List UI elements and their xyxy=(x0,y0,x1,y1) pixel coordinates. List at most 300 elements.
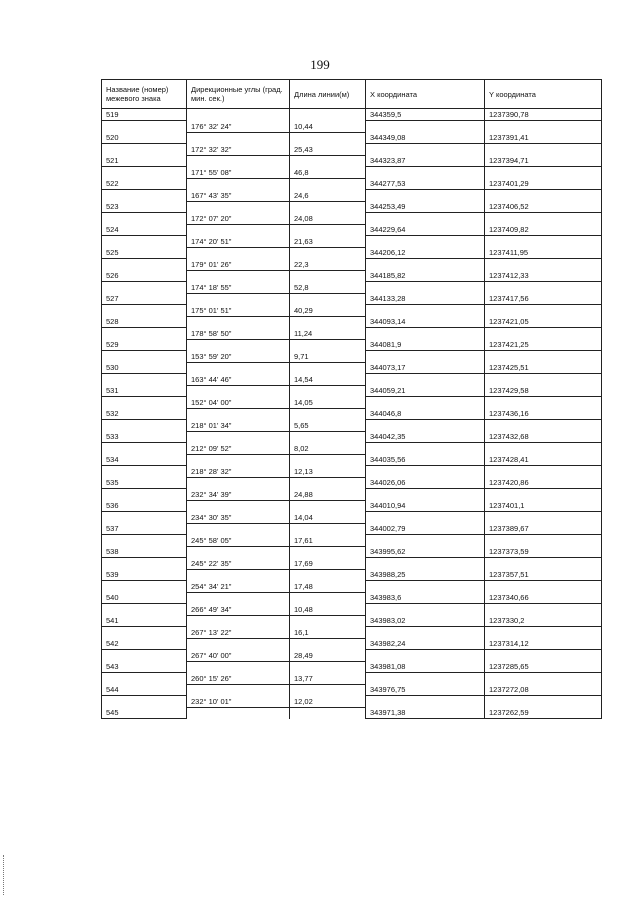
empty-cell xyxy=(485,374,602,386)
empty-cell xyxy=(485,190,602,202)
point-name: 527 xyxy=(102,293,187,305)
line-length: 52,8 xyxy=(290,282,366,294)
empty-cell xyxy=(290,132,366,144)
line-length: 17,48 xyxy=(290,581,366,593)
direction-angle: 245° 58' 05" xyxy=(187,535,290,547)
empty-cell xyxy=(366,650,485,662)
empty-cell xyxy=(290,316,366,328)
segment-row xyxy=(102,512,602,524)
empty-cell xyxy=(102,604,187,616)
segment-row xyxy=(102,351,602,363)
empty-cell xyxy=(485,305,602,317)
empty-cell xyxy=(290,615,366,627)
point-name: 537 xyxy=(102,523,187,535)
empty-cell xyxy=(290,247,366,259)
y-coordinate: 1237409,82 xyxy=(485,224,602,236)
point-name: 544 xyxy=(102,684,187,696)
empty-cell xyxy=(290,707,366,719)
y-coordinate: 1237432,68 xyxy=(485,431,602,443)
segment-row xyxy=(102,236,602,248)
line-length: 17,69 xyxy=(290,558,366,570)
empty-cell xyxy=(102,581,187,593)
x-coordinate: 343976,75 xyxy=(366,684,485,696)
empty-cell xyxy=(102,167,187,179)
y-coordinate: 1237412,33 xyxy=(485,270,602,282)
direction-angle: 172° 32' 32" xyxy=(187,144,290,156)
empty-cell xyxy=(290,546,366,558)
segment-row xyxy=(102,466,602,478)
empty-cell xyxy=(187,132,290,144)
direction-angle: 171° 55' 08" xyxy=(187,167,290,179)
x-coordinate: 343995,62 xyxy=(366,546,485,558)
direction-angle: 212° 09' 52" xyxy=(187,443,290,455)
empty-cell xyxy=(102,397,187,409)
point-row xyxy=(102,661,602,673)
point-name: 534 xyxy=(102,454,187,466)
point-name: 538 xyxy=(102,546,187,558)
empty-cell xyxy=(366,397,485,409)
line-length: 46,8 xyxy=(290,167,366,179)
segment-row xyxy=(102,696,602,708)
direction-angle: 167° 43' 35" xyxy=(187,190,290,202)
empty-cell xyxy=(366,489,485,501)
y-coordinate: 1237421,25 xyxy=(485,339,602,351)
segment-row xyxy=(102,604,602,616)
coordinates-table xyxy=(101,79,602,719)
segment-row xyxy=(102,535,602,547)
empty-cell xyxy=(366,581,485,593)
empty-cell xyxy=(290,500,366,512)
empty-cell xyxy=(102,466,187,478)
empty-cell xyxy=(102,282,187,294)
y-coordinate: 1237272,08 xyxy=(485,684,602,696)
segment-row xyxy=(102,581,602,593)
direction-angle: 267° 13' 22" xyxy=(187,627,290,639)
point-row xyxy=(102,316,602,328)
y-coordinate: 1237421,05 xyxy=(485,316,602,328)
empty-cell xyxy=(366,627,485,639)
empty-cell xyxy=(485,673,602,685)
x-coordinate: 344081,9 xyxy=(366,339,485,351)
x-coordinate: 344253,49 xyxy=(366,201,485,213)
empty-cell xyxy=(290,431,366,443)
empty-cell xyxy=(366,144,485,156)
point-row xyxy=(102,454,602,466)
segment-row xyxy=(102,627,602,639)
empty-cell xyxy=(366,673,485,685)
header-y: Y координата xyxy=(485,80,602,109)
point-row xyxy=(102,339,602,351)
empty-cell xyxy=(102,443,187,455)
x-coordinate: 344026,06 xyxy=(366,477,485,489)
direction-angle: 266° 49' 34" xyxy=(187,604,290,616)
empty-cell xyxy=(366,604,485,616)
direction-angle: 254° 34' 21" xyxy=(187,581,290,593)
table-header-row xyxy=(102,80,602,109)
point-name: 519 xyxy=(102,109,187,121)
y-coordinate: 1237420,86 xyxy=(485,477,602,489)
empty-cell xyxy=(290,109,366,121)
direction-angle: 176° 32' 24" xyxy=(187,121,290,133)
margin-marks xyxy=(3,855,6,895)
y-coordinate: 1237394,71 xyxy=(485,155,602,167)
line-length: 12,13 xyxy=(290,466,366,478)
empty-cell xyxy=(290,293,366,305)
empty-cell xyxy=(290,523,366,535)
point-name: 528 xyxy=(102,316,187,328)
y-coordinate: 1237425,51 xyxy=(485,362,602,374)
direction-angle: 178° 58' 50" xyxy=(187,328,290,340)
empty-cell xyxy=(102,627,187,639)
point-name: 524 xyxy=(102,224,187,236)
point-name: 522 xyxy=(102,178,187,190)
empty-cell xyxy=(366,213,485,225)
x-coordinate: 343983,6 xyxy=(366,592,485,604)
empty-cell xyxy=(366,351,485,363)
x-coordinate: 343988,25 xyxy=(366,569,485,581)
line-length: 5,65 xyxy=(290,420,366,432)
segment-row xyxy=(102,213,602,225)
point-name: 532 xyxy=(102,408,187,420)
x-coordinate: 344185,82 xyxy=(366,270,485,282)
x-coordinate: 344059,21 xyxy=(366,385,485,397)
point-name: 543 xyxy=(102,661,187,673)
header-length: Длина линии(м) xyxy=(290,80,366,109)
empty-cell xyxy=(290,201,366,213)
empty-cell xyxy=(290,362,366,374)
direction-angle: 245° 22' 35" xyxy=(187,558,290,570)
empty-cell xyxy=(366,696,485,708)
point-row xyxy=(102,362,602,374)
x-coordinate: 344359,5 xyxy=(366,109,485,121)
segment-row xyxy=(102,650,602,662)
direction-angle: 267° 40' 00" xyxy=(187,650,290,662)
point-row xyxy=(102,569,602,581)
empty-cell xyxy=(366,190,485,202)
empty-cell xyxy=(485,696,602,708)
empty-cell xyxy=(366,328,485,340)
point-name: 520 xyxy=(102,132,187,144)
empty-cell xyxy=(187,224,290,236)
empty-cell xyxy=(187,546,290,558)
empty-cell xyxy=(485,236,602,248)
y-coordinate: 1237401,1 xyxy=(485,500,602,512)
empty-cell xyxy=(102,190,187,202)
segment-row xyxy=(102,673,602,685)
empty-cell xyxy=(290,339,366,351)
direction-angle: 163° 44' 46" xyxy=(187,374,290,386)
empty-cell xyxy=(290,408,366,420)
empty-cell xyxy=(187,109,290,121)
point-row xyxy=(102,477,602,489)
direction-angle: 153° 59' 20" xyxy=(187,351,290,363)
direction-angle: 232° 10' 01" xyxy=(187,696,290,708)
empty-cell xyxy=(187,201,290,213)
point-row xyxy=(102,109,602,121)
point-name: 540 xyxy=(102,592,187,604)
direction-angle: 174° 18' 55" xyxy=(187,282,290,294)
x-coordinate: 344010,94 xyxy=(366,500,485,512)
empty-cell xyxy=(485,420,602,432)
line-length: 12,02 xyxy=(290,696,366,708)
empty-cell xyxy=(366,121,485,133)
direction-angle: 234° 30' 35" xyxy=(187,512,290,524)
point-name: 521 xyxy=(102,155,187,167)
empty-cell xyxy=(366,282,485,294)
point-row xyxy=(102,201,602,213)
empty-cell xyxy=(187,431,290,443)
point-row xyxy=(102,546,602,558)
y-coordinate: 1237436,16 xyxy=(485,408,602,420)
empty-cell xyxy=(187,477,290,489)
empty-cell xyxy=(485,489,602,501)
y-coordinate: 1237406,52 xyxy=(485,201,602,213)
empty-cell xyxy=(290,638,366,650)
point-name: 523 xyxy=(102,201,187,213)
y-coordinate: 1237285,65 xyxy=(485,661,602,673)
empty-cell xyxy=(366,236,485,248)
point-name: 529 xyxy=(102,339,187,351)
empty-cell xyxy=(102,558,187,570)
segment-row xyxy=(102,443,602,455)
empty-cell xyxy=(102,535,187,547)
y-coordinate: 1237330,2 xyxy=(485,615,602,627)
empty-cell xyxy=(290,569,366,581)
x-coordinate: 344002,79 xyxy=(366,523,485,535)
point-name: 536 xyxy=(102,500,187,512)
empty-cell xyxy=(366,420,485,432)
empty-cell xyxy=(102,259,187,271)
x-coordinate: 343982,24 xyxy=(366,638,485,650)
segment-row xyxy=(102,121,602,133)
empty-cell xyxy=(485,351,602,363)
y-coordinate: 1237417,56 xyxy=(485,293,602,305)
empty-cell xyxy=(485,535,602,547)
direction-angle: 174° 20' 51" xyxy=(187,236,290,248)
point-row xyxy=(102,638,602,650)
empty-cell xyxy=(187,385,290,397)
segment-row xyxy=(102,305,602,317)
point-row xyxy=(102,178,602,190)
empty-cell xyxy=(290,178,366,190)
x-coordinate: 343981,08 xyxy=(366,661,485,673)
y-coordinate: 1237401,29 xyxy=(485,178,602,190)
y-coordinate: 1237428,41 xyxy=(485,454,602,466)
empty-cell xyxy=(485,604,602,616)
empty-cell xyxy=(290,477,366,489)
empty-cell xyxy=(102,650,187,662)
line-length: 28,49 xyxy=(290,650,366,662)
empty-cell xyxy=(102,489,187,501)
header-name: Название (номер) межевого знака xyxy=(102,80,187,109)
table-body xyxy=(102,109,602,719)
segment-row xyxy=(102,282,602,294)
y-coordinate: 1237314,12 xyxy=(485,638,602,650)
empty-cell xyxy=(485,213,602,225)
segment-row xyxy=(102,420,602,432)
point-row xyxy=(102,293,602,305)
empty-cell xyxy=(485,397,602,409)
point-row xyxy=(102,132,602,144)
line-length: 25,43 xyxy=(290,144,366,156)
direction-angle: 218° 01' 34" xyxy=(187,420,290,432)
direction-angle: 260° 15' 26" xyxy=(187,673,290,685)
empty-cell xyxy=(187,523,290,535)
line-length: 11,24 xyxy=(290,328,366,340)
empty-cell xyxy=(102,374,187,386)
line-length: 24,6 xyxy=(290,190,366,202)
empty-cell xyxy=(366,535,485,547)
header-angles: Дирекционные углы (град. мин. сек.) xyxy=(187,80,290,109)
y-coordinate: 1237389,67 xyxy=(485,523,602,535)
point-row xyxy=(102,270,602,282)
y-coordinate: 1237373,59 xyxy=(485,546,602,558)
empty-cell xyxy=(187,569,290,581)
empty-cell xyxy=(187,339,290,351)
empty-cell xyxy=(187,362,290,374)
empty-cell xyxy=(485,443,602,455)
segment-row xyxy=(102,374,602,386)
point-row xyxy=(102,431,602,443)
empty-cell xyxy=(290,270,366,282)
line-length: 9,71 xyxy=(290,351,366,363)
empty-cell xyxy=(187,454,290,466)
point-row xyxy=(102,247,602,259)
y-coordinate: 1237262,59 xyxy=(485,707,602,719)
line-length: 8,02 xyxy=(290,443,366,455)
empty-cell xyxy=(187,684,290,696)
point-name: 541 xyxy=(102,615,187,627)
empty-cell xyxy=(187,500,290,512)
direction-angle: 172° 07' 20" xyxy=(187,213,290,225)
empty-cell xyxy=(485,627,602,639)
y-coordinate: 1237390,78 xyxy=(485,109,602,121)
point-name: 525 xyxy=(102,247,187,259)
empty-cell xyxy=(366,167,485,179)
header-x: Х координата xyxy=(366,80,485,109)
empty-cell xyxy=(102,696,187,708)
line-length: 14,04 xyxy=(290,512,366,524)
empty-cell xyxy=(366,466,485,478)
empty-cell xyxy=(187,270,290,282)
point-row xyxy=(102,615,602,627)
point-row xyxy=(102,592,602,604)
empty-cell xyxy=(290,155,366,167)
line-length: 14,54 xyxy=(290,374,366,386)
empty-cell xyxy=(485,167,602,179)
segment-row xyxy=(102,489,602,501)
segment-row xyxy=(102,259,602,271)
empty-cell xyxy=(366,259,485,271)
empty-cell xyxy=(485,121,602,133)
empty-cell xyxy=(102,328,187,340)
x-coordinate: 344206,12 xyxy=(366,247,485,259)
empty-cell xyxy=(187,293,290,305)
empty-cell xyxy=(102,213,187,225)
x-coordinate: 344323,87 xyxy=(366,155,485,167)
point-row xyxy=(102,707,602,719)
point-name: 530 xyxy=(102,362,187,374)
empty-cell xyxy=(187,707,290,719)
empty-cell xyxy=(485,650,602,662)
line-length: 10,44 xyxy=(290,121,366,133)
segment-row xyxy=(102,397,602,409)
empty-cell xyxy=(366,374,485,386)
empty-cell xyxy=(485,581,602,593)
point-row xyxy=(102,155,602,167)
x-coordinate: 344229,64 xyxy=(366,224,485,236)
empty-cell xyxy=(290,454,366,466)
x-coordinate: 344046,8 xyxy=(366,408,485,420)
point-row xyxy=(102,408,602,420)
empty-cell xyxy=(102,144,187,156)
x-coordinate: 343971,38 xyxy=(366,707,485,719)
empty-cell xyxy=(485,328,602,340)
x-coordinate: 344093,14 xyxy=(366,316,485,328)
empty-cell xyxy=(290,592,366,604)
direction-angle: 179° 01' 26" xyxy=(187,259,290,271)
x-coordinate: 344133,28 xyxy=(366,293,485,305)
y-coordinate: 1237357,51 xyxy=(485,569,602,581)
empty-cell xyxy=(187,638,290,650)
empty-cell xyxy=(187,661,290,673)
empty-cell xyxy=(485,282,602,294)
line-length: 24,88 xyxy=(290,489,366,501)
empty-cell xyxy=(187,316,290,328)
x-coordinate: 344277,53 xyxy=(366,178,485,190)
line-length: 10,48 xyxy=(290,604,366,616)
point-row xyxy=(102,523,602,535)
point-name: 535 xyxy=(102,477,187,489)
empty-cell xyxy=(187,155,290,167)
point-name: 533 xyxy=(102,431,187,443)
empty-cell xyxy=(187,615,290,627)
point-name: 531 xyxy=(102,385,187,397)
point-row xyxy=(102,500,602,512)
point-name: 539 xyxy=(102,569,187,581)
empty-cell xyxy=(366,305,485,317)
point-name: 526 xyxy=(102,270,187,282)
direction-angle: 175° 01' 51" xyxy=(187,305,290,317)
x-coordinate: 344349,08 xyxy=(366,132,485,144)
line-length: 16,1 xyxy=(290,627,366,639)
y-coordinate: 1237411,95 xyxy=(485,247,602,259)
y-coordinate: 1237391,41 xyxy=(485,132,602,144)
point-name: 542 xyxy=(102,638,187,650)
point-row xyxy=(102,385,602,397)
segment-row xyxy=(102,328,602,340)
empty-cell xyxy=(485,512,602,524)
direction-angle: 152° 04' 00" xyxy=(187,397,290,409)
empty-cell xyxy=(102,673,187,685)
line-length: 24,08 xyxy=(290,213,366,225)
empty-cell xyxy=(485,558,602,570)
point-row xyxy=(102,684,602,696)
empty-cell xyxy=(366,558,485,570)
empty-cell xyxy=(102,420,187,432)
empty-cell xyxy=(290,385,366,397)
x-coordinate: 344035,56 xyxy=(366,454,485,466)
empty-cell xyxy=(102,351,187,363)
empty-cell xyxy=(102,512,187,524)
line-length: 13,77 xyxy=(290,673,366,685)
line-length: 21,63 xyxy=(290,236,366,248)
x-coordinate: 344073,17 xyxy=(366,362,485,374)
empty-cell xyxy=(366,512,485,524)
segment-row xyxy=(102,190,602,202)
line-length: 40,29 xyxy=(290,305,366,317)
segment-row xyxy=(102,167,602,179)
